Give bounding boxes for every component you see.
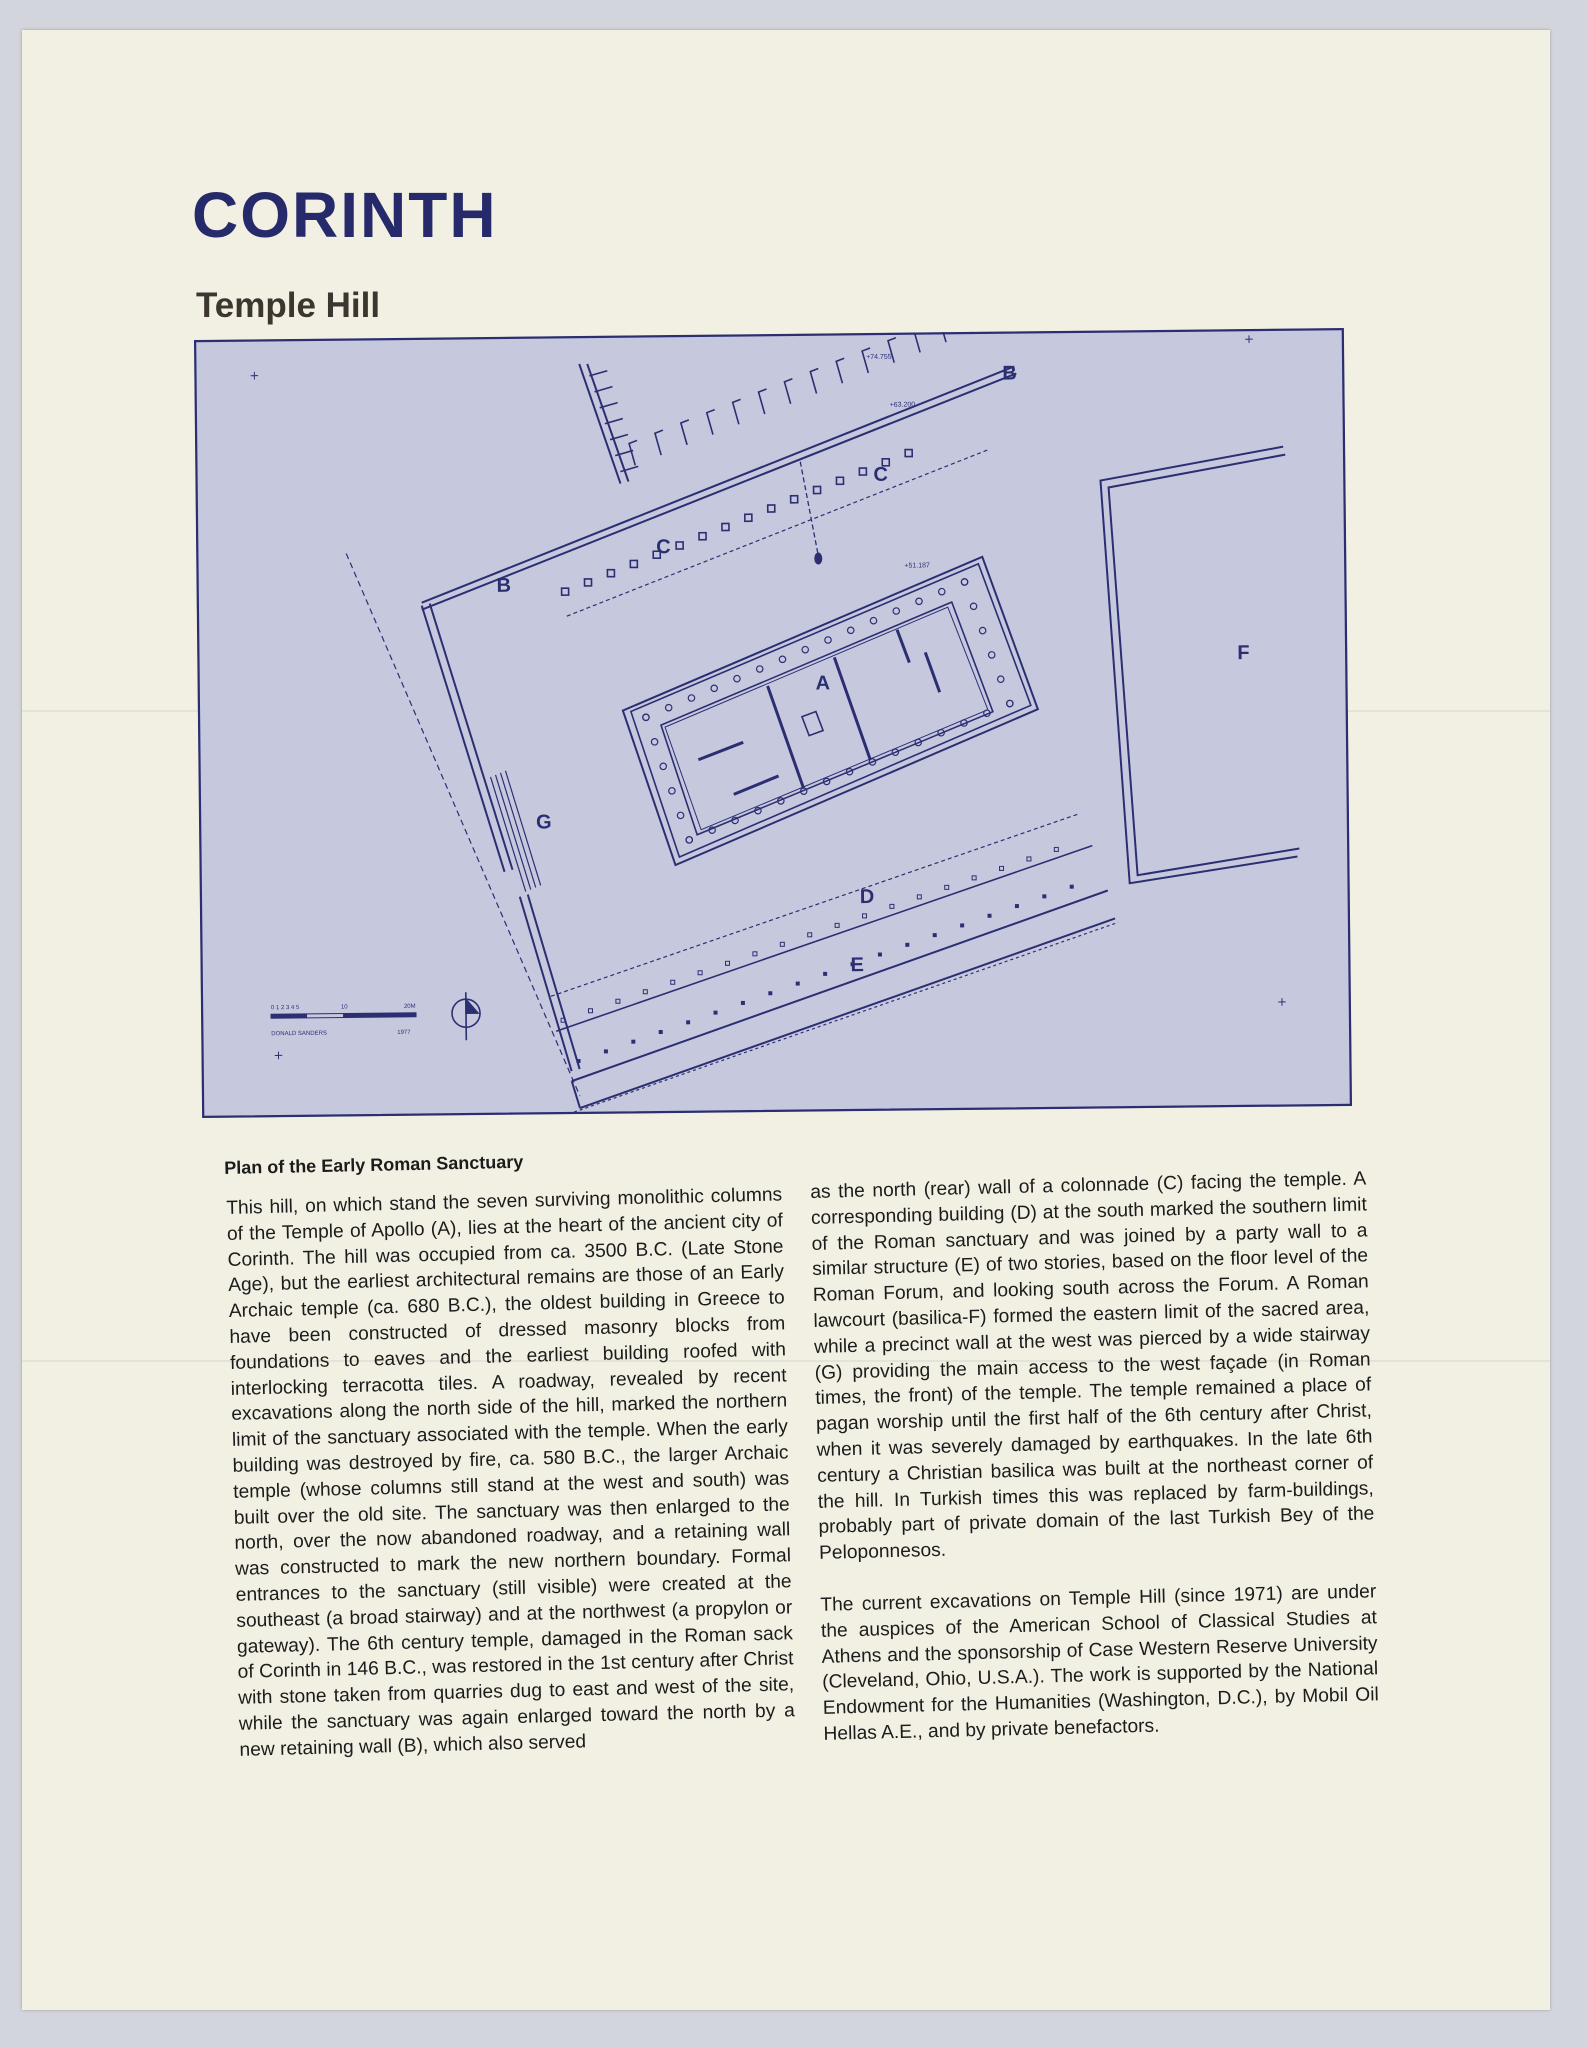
colonnade-e-pier	[960, 923, 964, 927]
label-c-east: C	[873, 463, 888, 486]
plan-frame	[195, 329, 1351, 1117]
colonnade-e-pier	[659, 1030, 663, 1034]
plan-year: 1977	[397, 1029, 411, 1036]
site-plan	[194, 328, 1352, 1118]
page-subtitle: Temple Hill	[196, 286, 381, 325]
label-e: E	[850, 954, 864, 977]
colonnade-e-pier	[577, 1059, 581, 1063]
colonnade-e-pier	[796, 982, 800, 986]
colonnade-e-pier	[878, 952, 882, 956]
label-a: A	[815, 672, 831, 695]
colonnade-e-pier	[686, 1020, 690, 1024]
paragraph-history: as the north (rear) wall of a colonnade (C) facing the temple. A corresponding building (D) at the south marked the southern limit of the Roman sanctuary and was joined by a party wall to a similar structure (E) of two stories, based on the floor level of the Roman Forum, and looking south across the Forum. A Roman lawcourt (basilica-F) formed the eastern limit of the sacred area, while a precinct wall at the west was pierced by a wide stairway (G) providing the main access to the west façade (in Roman times, the front) of the temple. The temple remained a place of pagan worship until the first half of the 6th century after Christ, when it was severely damaged by earthquakes. In the late 6th century a Christian basilica was built at the northeast corner of the hill. In Turkish times this was replaced by farm-buildings, probably part of private domain of the last Turkish Bey of the Peloponnesos.	[810, 1168, 1375, 1565]
colonnade-e-pier	[1042, 894, 1046, 898]
colonnade-e-pier	[933, 933, 937, 937]
label-g: G	[535, 811, 552, 834]
scale-ticks-label: 0 1 2 3 4 5	[270, 1004, 300, 1012]
colonnade-e-pier	[1070, 885, 1074, 889]
colonnade-e-pier	[604, 1049, 608, 1053]
label-d: D	[859, 885, 875, 909]
page-title: CORINTH	[192, 179, 498, 251]
colonnade-e-pier	[823, 972, 827, 976]
survey-mark: +	[1276, 994, 1288, 1009]
colonnade-e-pier	[741, 1001, 745, 1005]
label-c-west: C	[656, 536, 671, 559]
elevation-mark: +74.755	[866, 353, 892, 362]
colonnade-e-pier	[988, 914, 992, 918]
plan-caption: Plan of the Early Roman Sanctuary	[224, 1151, 524, 1178]
survey-mark: +	[1243, 331, 1255, 347]
paragraph-excavations: The current excavations on Temple Hill (since 1971) are under the auspices of the American School of Classical Studies at Athens and the sponsorship of Case Western Reserve University (Cleveland, Ohio, U.S.A.). The work is supported by the National Endowment for the Humanities (Washington, D.C.), by Mobil Oil Hellas A.E., and by private benefactors.	[820, 1581, 1380, 1745]
label-b-east: B	[1002, 362, 1017, 385]
colonnade-e-pier	[1015, 904, 1019, 908]
colonnade-e-pier	[631, 1040, 635, 1044]
colonnade-e-pier	[768, 991, 772, 995]
elevation-mark: +51.187	[904, 562, 930, 570]
survey-mark: +	[249, 368, 260, 383]
text-column-1: This hill, on which stand the seven surviving monolithic columns of the Temple of Apollo (A), lies at the heart of the ancient city of Corinth. The hill was occupied from ca. 3500 B.C. (Late Stone Age), but the earliest architectural remains are those of an Early Archaic temple (ca. 680 B.C.), the oldest building in Greece to have been constructed of dressed masonry blocks from foundations to eaves and the earliest building roofed with interlocking terracotta tiles. A roadway, revealed by recent excavations along the north side of the hill, marked the northern limit of the sanctuary associated with the temple. When the early building was destroyed by fire, ca. 580 B.C., the larger Archaic temple (whose columns still stand at the west and south) was built over the old site. The sanctuary was then enlarged to the north, over the now abandoned roadway, and a retaining wall was constructed to mark the new northern boundary. Formal entrances to the sanctuary (still visible) were created at the southeast (a broad stairway) and at the northwest (a propylon or gateway). The 6th century temple, damaged in the Roman sack of Corinth in 146 B.C., was restored in the 1st century after Christ with stone taken from quarries dug to east and west of the site, while the sanctuary was again enlarged toward the north by a new retaining wall (B), which also served	[226, 1184, 796, 1761]
scale-mid-label: 10	[340, 1004, 348, 1011]
plan-author: DONALD SANDERS	[271, 1030, 327, 1038]
label-b-west: B	[496, 574, 512, 597]
text-column-2	[810, 1166, 1380, 1747]
site-plan-drawing	[194, 328, 1352, 1118]
elevation-mark: +63.200	[889, 401, 916, 409]
survey-mark: +	[273, 1048, 284, 1063]
colonnade-e-pier	[905, 943, 909, 947]
colonnade-e-pier	[714, 1011, 718, 1015]
scale-end-label: 20M	[403, 1003, 416, 1010]
label-f: F	[1237, 642, 1250, 665]
